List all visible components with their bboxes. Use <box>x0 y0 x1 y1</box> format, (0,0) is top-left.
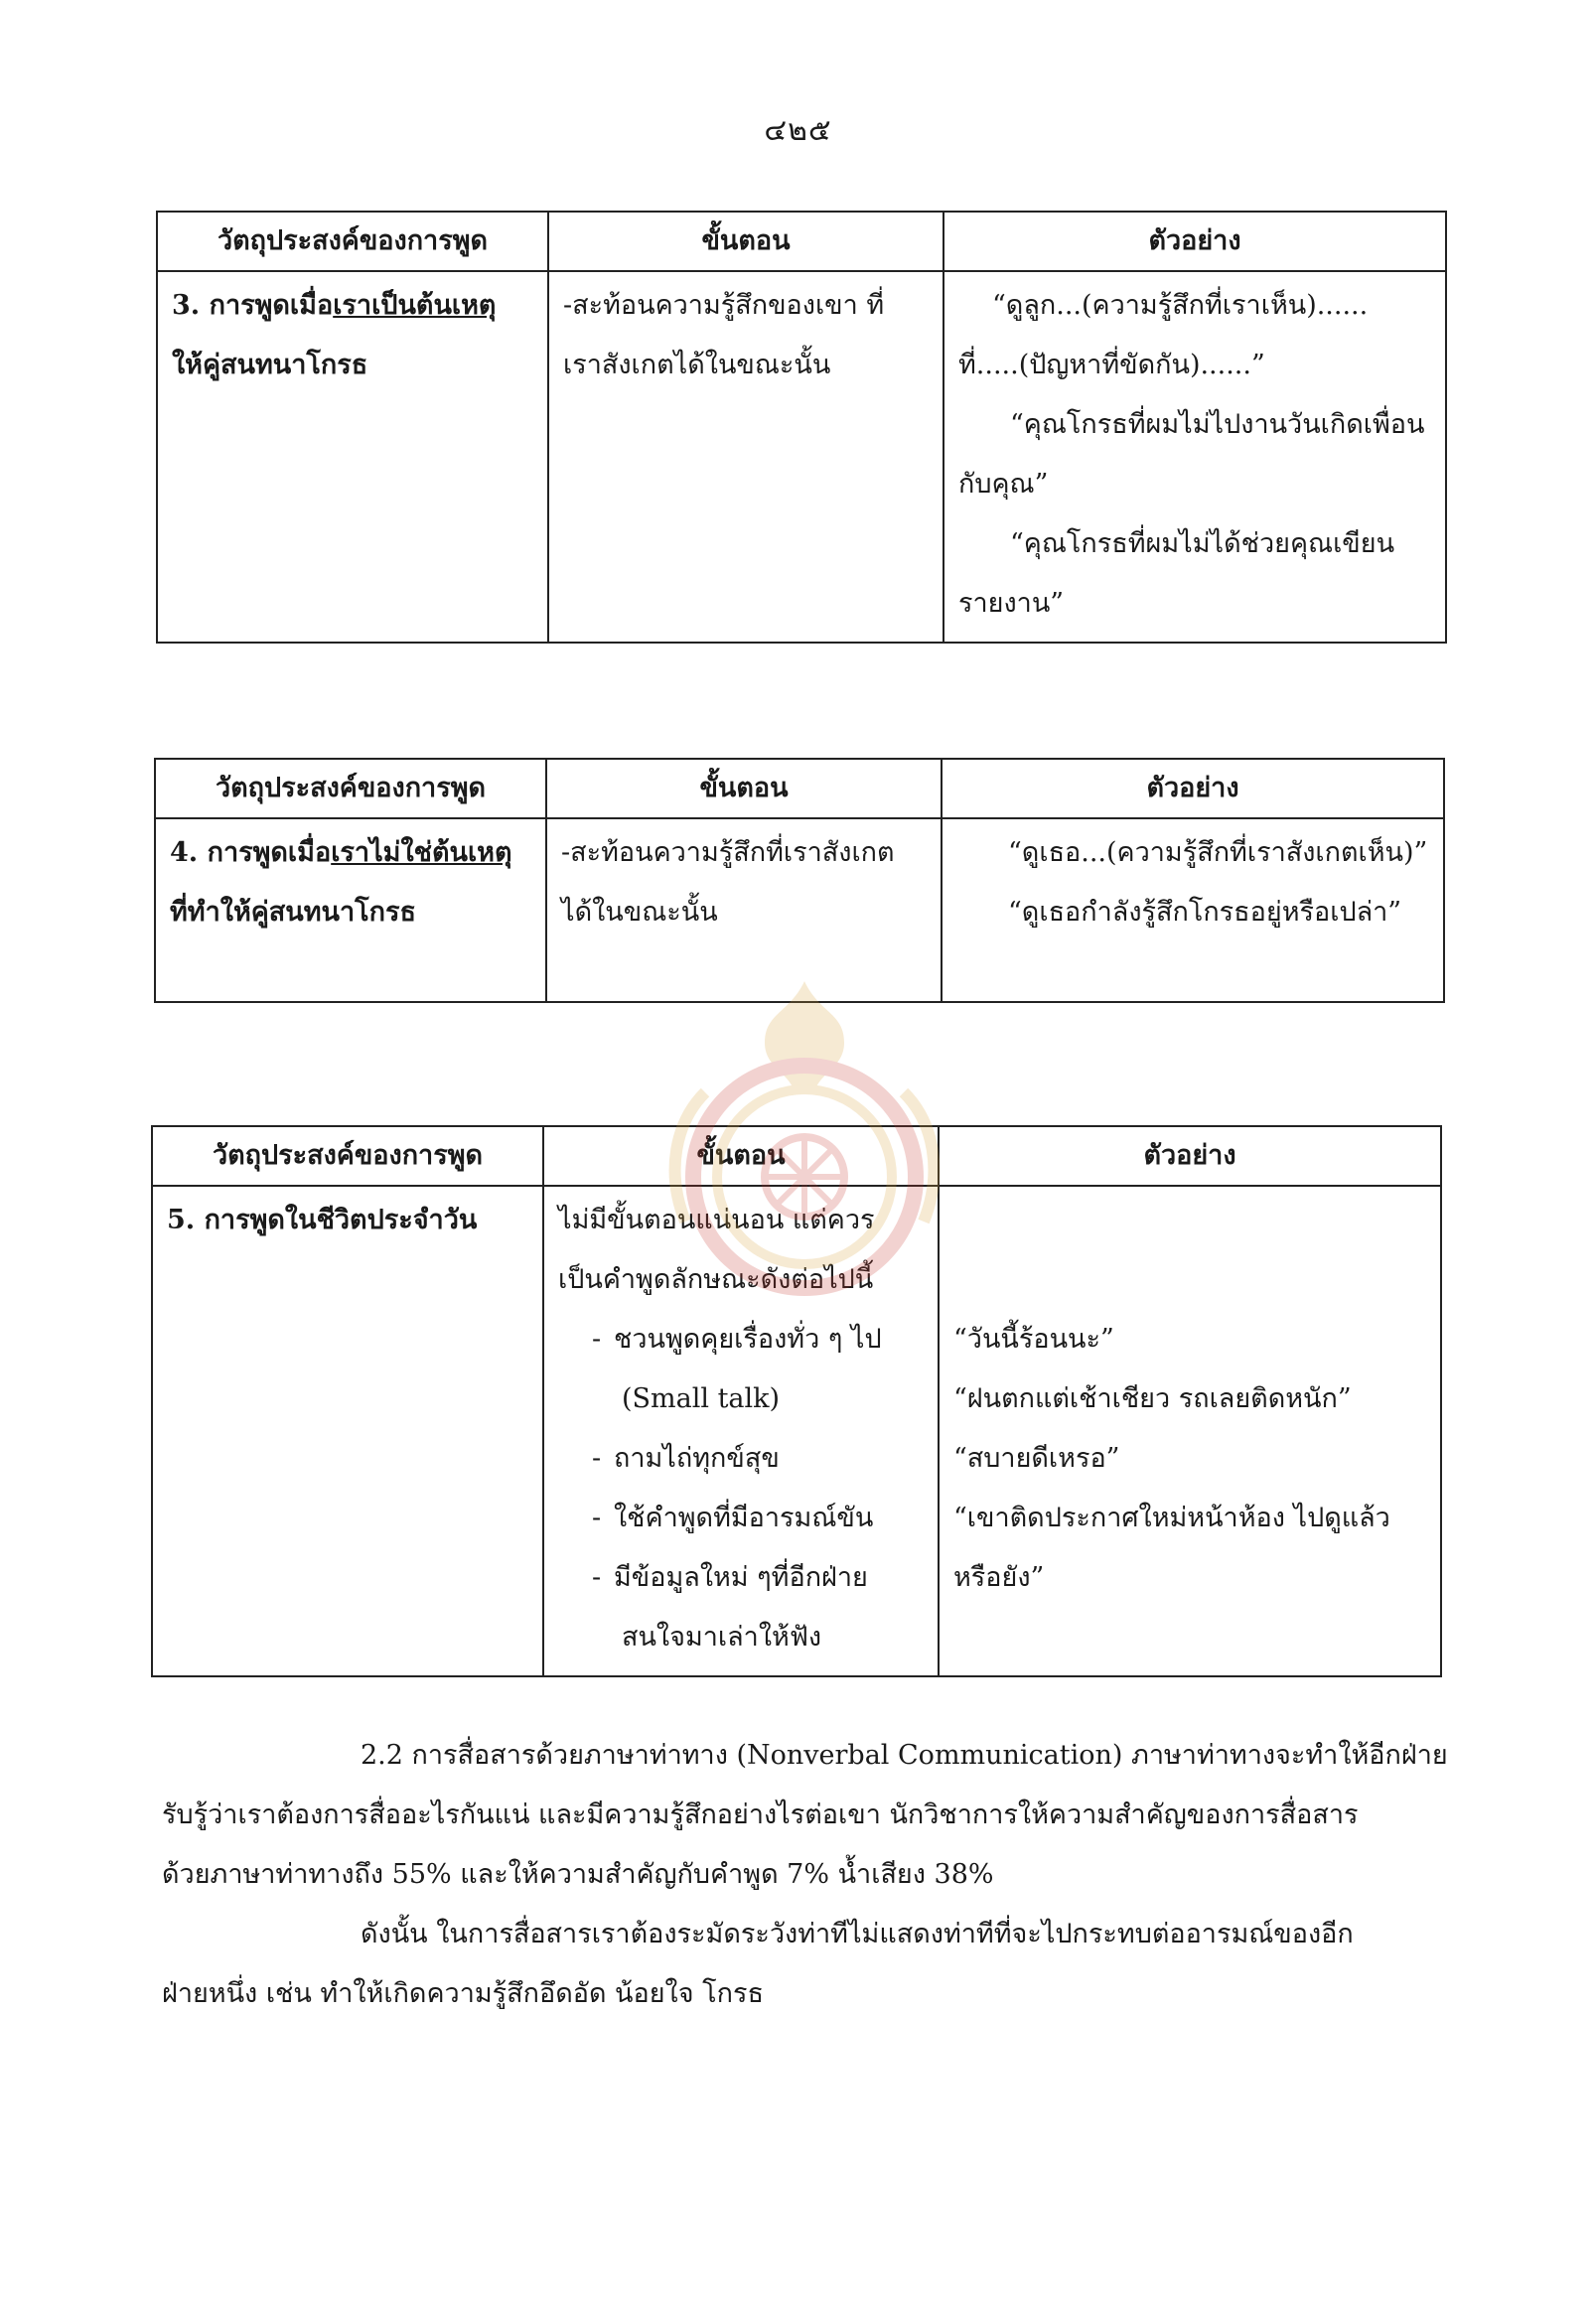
header-objective: วัตถุประสงค์ของการพูด <box>157 212 548 271</box>
step-item: - ถามไถ่ทุกข์สุข <box>592 1443 780 1474</box>
step-line: -สะท้อนความรู้สึกที่เราสังเกต <box>561 837 895 868</box>
header-example: ตัวอย่าง <box>939 1126 1441 1186</box>
example-line: “ฝนตกแต่เช้าเชียว รถเลยติดหนัก” <box>953 1383 1352 1414</box>
step-item: - ใช้คำพูดที่มีอารมณ์ขัน <box>592 1503 874 1533</box>
example-line: กับคุณ” <box>958 469 1049 500</box>
paragraph-line: ฝ่ายหนึ่ง เช่น ทำให้เกิดความรู้สึกอึดอัด น้อยใจ โกรธ <box>162 1978 764 2009</box>
example-cell <box>943 271 1446 643</box>
paragraph-line: ดังนั้น ในการสื่อสารเราต้องระมัดระวังท่าทีไม่แสดงท่าทีที่จะไปกระทบต่ออารมณ์ของอีก <box>361 1919 1354 1949</box>
speech-table-3 <box>151 1125 1442 1677</box>
table-row <box>155 818 1444 1002</box>
example-line: “ดูลูก...(ความรู้สึกที่เราเห็น)...... <box>992 290 1369 321</box>
objective-underlined: เราไม่ใช่ต้นเหตุ <box>331 837 512 868</box>
example-line: ที่.....(ปัญหาที่ขัดกัน)......” <box>958 350 1265 380</box>
step-item-text: ถามไถ่ทุกข์สุข <box>614 1443 780 1474</box>
step-line: ได้ในขณะนั้น <box>561 897 718 928</box>
step-line: -สะท้อนความรู้สึกของเขา ที่ <box>563 290 885 321</box>
paragraph-line: รับรู้ว่าเราต้องการสื่ออะไรกันแน่ และมีความรู้สึกอย่างไรต่อเขา นักวิชาการให้ความสำคัญของการสื่อสาร <box>162 1799 1359 1830</box>
step-item-sub: (Small talk) <box>622 1383 781 1414</box>
objective-text: 5. การพูดในชีวิตประจำวัน <box>167 1205 478 1235</box>
step-line: เราสังเกตได้ในขณะนั้น <box>563 350 831 380</box>
header-steps: ขั้นตอน <box>543 1126 939 1186</box>
example-line: “ดูเธอกำลังรู้สึกโกรธอยู่หรือเปล่า” <box>1008 897 1402 928</box>
step-item-sub: สนใจมาเล่าให้ฟัง <box>622 1622 822 1653</box>
speech-table-2 <box>154 758 1445 1003</box>
objective-cell <box>152 1186 543 1676</box>
objective-line2: ให้คู่สนทนาโกรธ <box>172 350 368 380</box>
page-number: ๔๒๕ <box>764 113 832 148</box>
objective-number: 3. <box>172 290 201 321</box>
step-item-text: มีข้อมูลใหม่ ๆที่อีกฝ่าย <box>614 1562 868 1593</box>
example-line: หรือยัง” <box>953 1562 1045 1593</box>
paragraph-line: ด้วยภาษาท่าทางถึง 55% และให้ความสำคัญกับคำพูด 7% น้ำเสียง 38% <box>162 1859 994 1890</box>
example-line: รายงาน” <box>958 588 1065 619</box>
objective-text: การพูดเมื่อ <box>207 837 332 868</box>
step-intro-line: เป็นคำพูดลักษณะดังต่อไปนี้ <box>558 1264 874 1295</box>
example-line: “คุณโกรธที่ผมไม่ไปงานวันเกิดเพื่อน <box>1010 409 1425 440</box>
nonverbal-paragraph <box>162 1726 1448 2024</box>
steps-cell <box>548 271 943 643</box>
example-line: “ดูเธอ...(ความรู้สึกที่เราสังเกตเห็น)” <box>1008 837 1428 868</box>
step-item: - มีข้อมูลใหม่ ๆที่อีกฝ่าย <box>592 1562 868 1593</box>
objective-cell <box>157 271 548 643</box>
speech-table-1 <box>156 211 1447 644</box>
step-intro-line: ไม่มีขั้นตอนแน่นอน แต่ควร <box>558 1205 875 1235</box>
paragraph-line: 2.2 การสื่อสารด้วยภาษาท่าทาง (Nonverbal Communication) ภาษาท่าทางจะทำให้อีกฝ่าย <box>361 1740 1448 1771</box>
table-row <box>152 1186 1441 1676</box>
example-line: “สบายดีเหรอ” <box>953 1443 1120 1474</box>
header-steps: ขั้นตอน <box>546 759 942 818</box>
step-item-text: ใช้คำพูดที่มีอารมณ์ขัน <box>614 1503 874 1533</box>
objective-text: การพูดเมื่อ <box>209 290 334 321</box>
objective-cell <box>155 818 546 1002</box>
example-cell <box>939 1186 1441 1676</box>
objective-line2: ที่ทำให้คู่สนทนาโกรธ <box>170 897 416 928</box>
example-line: “คุณโกรธที่ผมไม่ได้ช่วยคุณเขียน <box>1010 528 1395 559</box>
steps-cell <box>543 1186 939 1676</box>
header-objective: วัตถุประสงค์ของการพูด <box>152 1126 543 1186</box>
example-line: “เขาติดประกาศใหม่หน้าห้อง ไปดูแล้ว <box>953 1503 1390 1533</box>
example-cell <box>942 818 1444 1002</box>
header-steps: ขั้นตอน <box>548 212 943 271</box>
objective-number: 4. <box>170 837 199 868</box>
table-row <box>157 271 1446 643</box>
objective-underlined: เราเป็นต้นเหตุ <box>333 290 497 321</box>
example-line: “วันนี้ร้อนนะ” <box>953 1324 1114 1355</box>
step-item: - ชวนพูดคุยเรื่องทั่ว ๆ ไป <box>592 1324 882 1355</box>
header-example: ตัวอย่าง <box>942 759 1444 818</box>
header-example: ตัวอย่าง <box>943 212 1446 271</box>
steps-cell <box>546 818 942 1002</box>
header-objective: วัตถุประสงค์ของการพูด <box>155 759 546 818</box>
step-item-text: ชวนพูดคุยเรื่องทั่ว ๆ ไป <box>614 1324 882 1355</box>
